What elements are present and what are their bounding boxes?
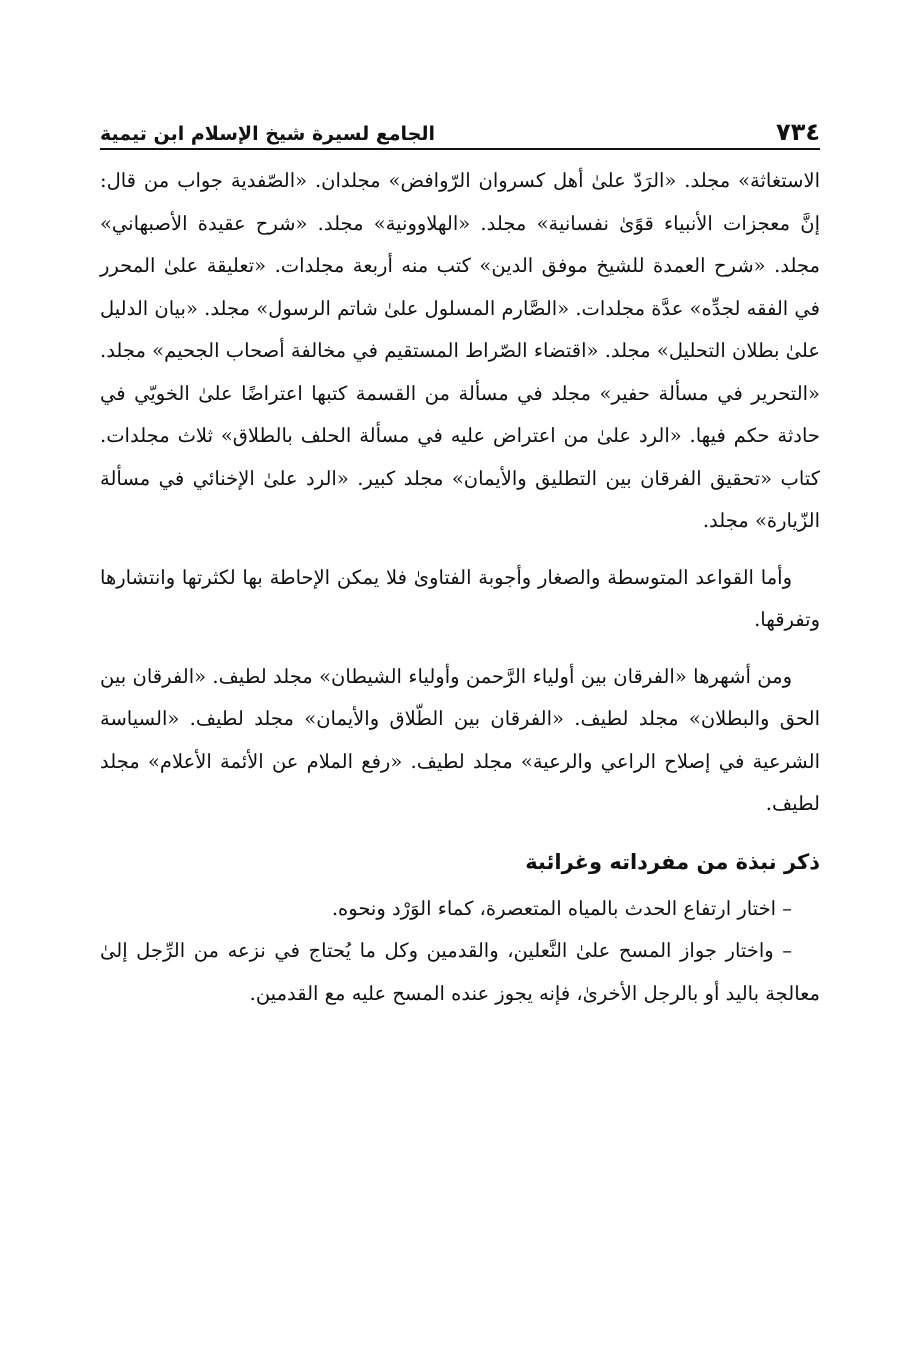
running-title: الجامع لسيرة شيخ الإسلام ابن تيمية xyxy=(100,123,436,145)
section-heading: ذكر نبذة من مفرداته وغرائبة xyxy=(525,849,820,874)
paragraph-book-list: الاستغاثة» مجلد. «الرَدّ علىٰ أهل كسروان الرّوافض» مجلدان. «الصّفدية جواب من قال: إنَّ معجزات الأنبياء قوًىٰ نفسانية» مجلد. «الهلاوونية» مجلد. «شرح عقيدة الأصبهاني» مجلد. «شرح العمدة للشيخ موفق الدين» كتب منه أربعة مجلدات. «تعليقة علىٰ المحرر في الفقه لجدِّه» عدَّة مجلدات. «الصَّارم المسلول علىٰ شاتم الرسول» مجلد. «بيان الدليل علىٰ بطلان التحليل» مجلد. «اقتضاء الصّراط المستقيم في مخالفة أصحاب الجحيم» مجلد. «التحرير في مسألة حفير» مجلد في مسألة من القسمة كتبها اعتراضًا علىٰ الخويّي في حادثة حكم فيها. «الرد علىٰ من اعتراض عليه في مسألة الحلف بالطلاق» ثلاث مجلدات. كتاب «تحقيق الفرقان بين التطليق والأيمان» مجلد كبير. «الرد علىٰ الإخنائي في مسألة الزّيارة» مجلد. xyxy=(100,169,820,532)
page-number: ٧٣٤ xyxy=(776,118,820,146)
list-item: – واختار جواز المسح علىٰ النَّعلين، والقدمين وكل ما يُحتاج في نزعه من الرِّجل إلىٰ معالجة باليد أو بالرجل الأخرىٰ، فإنه يجوز عنده المسح عليه مع القدمين. xyxy=(100,939,820,1005)
body-text xyxy=(100,160,820,1015)
running-header xyxy=(100,108,820,150)
book-page xyxy=(100,108,820,1015)
list-item: – اختار ارتفاع الحدث بالمياه المتعصرة، كماء الوَرْد ونحوه. xyxy=(331,896,792,920)
paragraph-fatawa: وأما القواعد المتوسطة والصغار وأجوبة الفتاوىٰ فلا يمكن الإحاطة بها لكثرتها وانتشارها وتفرقها. xyxy=(100,565,820,631)
paragraph-famous-works: ومن أشهرها «الفرقان بين أولياء الرَّحمن وأولياء الشيطان» مجلد لطيف. «الفرقان بين الحق والبطلان» مجلد لطيف. «الفرقان بين الطّلاق والأيمان» مجلد لطيف. «السياسة الشرعية في إصلاح الراعي والرعية» مجلد لطيف. «رفع الملام عن الأئمة الأعلام» مجلد لطيف. xyxy=(100,664,820,815)
